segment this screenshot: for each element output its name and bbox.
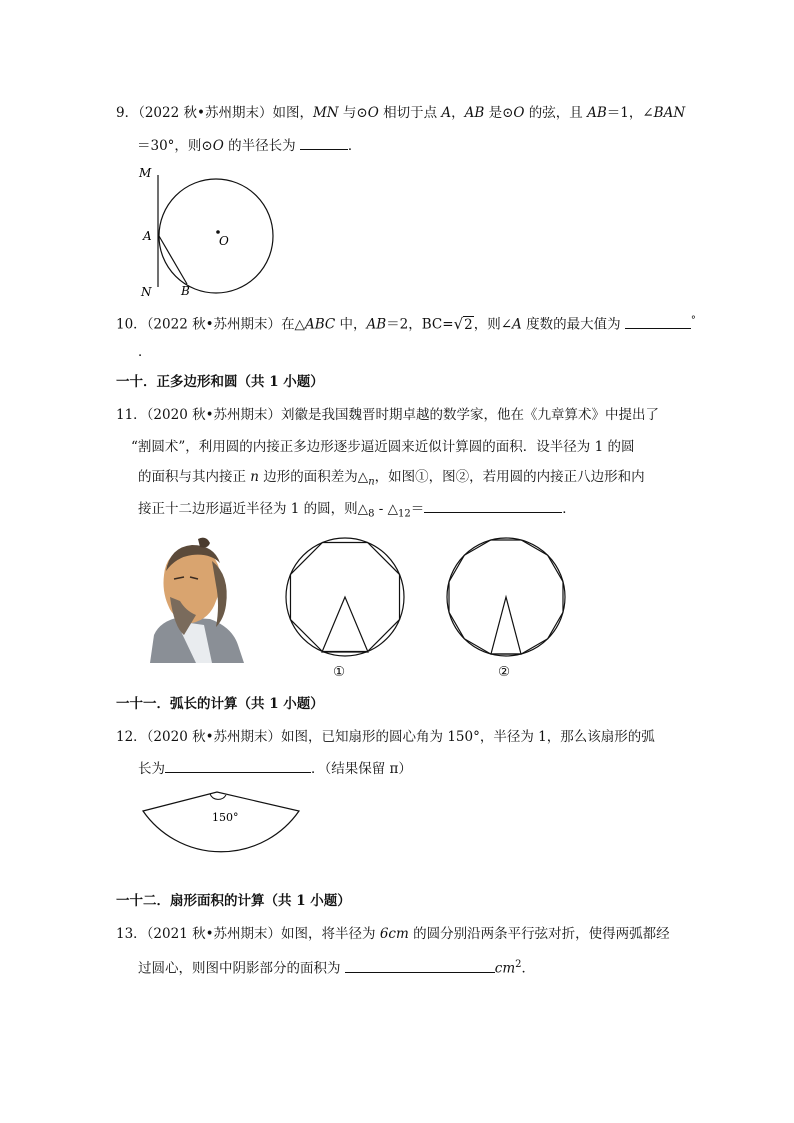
q9-text: 相切于点 <box>378 105 442 121</box>
section-heading-regular-polygon: 一十．正多边形和圆（共 1 小题） <box>116 374 324 390</box>
q12-line-1: 12．（2020 秋•苏州期末）如图，已知扇形的圆心角为 150°，半径为 1，那么该扇形的弧 <box>116 729 655 745</box>
q9-var-ab: AB <box>464 105 485 121</box>
q11-var-n: n <box>250 469 259 485</box>
q13-answer-blank[interactable] <box>345 958 495 973</box>
q9-number: 9． <box>116 105 139 121</box>
q10-text: ＝2，BC= <box>386 316 454 333</box>
q9-var-o: O <box>367 105 379 121</box>
q11-text: 接正十二边形逼近半径为 1 的圆，则△ <box>138 501 369 517</box>
sector-angle-arc <box>210 794 226 799</box>
q9-var-o: O <box>513 105 525 121</box>
sqrt-symbol: √2 <box>453 314 473 333</box>
figure-dodecagon <box>444 535 568 659</box>
q9-text: ． <box>347 138 362 154</box>
q10-period: ． <box>138 344 152 360</box>
figure-octagon <box>283 535 407 659</box>
q9-text: ＝30°，则⊙ <box>137 138 213 154</box>
q12-answer-blank[interactable] <box>165 758 311 773</box>
q11-line-4 <box>138 498 576 525</box>
q11-line-2: “割圆术”，利用圆的内接正多边形逐步逼近圆来近似计算圆的面积．设半径为 1 的圆 <box>131 439 635 455</box>
q9-text: ， <box>451 105 465 121</box>
q11-text: 的面积与其内接正 <box>138 469 251 485</box>
q10-var-ab: AB <box>366 316 387 333</box>
q13-text: ． <box>521 960 536 977</box>
q11-text: ． <box>562 501 576 517</box>
q10-var-abc: ABC <box>304 316 336 333</box>
q11-text: ＝ <box>410 501 425 517</box>
figure-2-caption: ② <box>498 664 511 680</box>
q10-text: 在△ <box>281 316 305 333</box>
q11-sub-n: n <box>368 476 375 488</box>
q13-unit: cm <box>494 960 516 977</box>
q9-text: 与⊙ <box>338 105 368 121</box>
q9-var-o: O <box>212 138 224 154</box>
q11-text: 边形的面积差为△ <box>259 469 369 485</box>
q11-line-1: 11．（2020 秋•苏州期末）刘徽是我国魏晋时期卓越的数学家，他在《九章算术》中提出了 <box>116 407 660 423</box>
q9-var-ban: BAN <box>653 105 686 121</box>
octagon-triangle <box>322 597 368 652</box>
q11-line-3 <box>138 467 645 493</box>
label-n: N <box>141 285 152 299</box>
q13-radius: 6cm <box>379 926 409 942</box>
q10-number: 10． <box>116 316 147 333</box>
q13-text: 13．（2021 秋•苏州期末）如图，将半径为 <box>116 926 380 942</box>
q9-figure <box>135 163 295 298</box>
q9-text: 的弦，且 <box>524 105 588 121</box>
q10-text: ，则∠ <box>473 316 513 333</box>
q9-var-a: A <box>441 105 452 121</box>
sqrt-radicand: 2 <box>464 316 473 333</box>
label-m: M <box>139 166 152 180</box>
sector-angle-label: 150° <box>212 811 239 824</box>
q10-degree: ° <box>690 315 696 326</box>
q10-text: 中， <box>335 316 367 333</box>
label-b: B <box>181 284 190 298</box>
q10-line-2 <box>138 342 152 362</box>
q9-line-2 <box>137 135 361 156</box>
label-a: A <box>143 229 152 243</box>
q10-text: 度数的最大值为 <box>521 316 625 333</box>
q9-answer-blank[interactable] <box>300 135 348 150</box>
q11-answer-blank[interactable] <box>424 498 562 513</box>
q10-answer-blank[interactable] <box>625 314 691 329</box>
q10-source: （2022 秋•苏州期末） <box>146 316 282 333</box>
q10-var-a: A <box>512 316 522 333</box>
q11-text: - △ <box>374 501 398 517</box>
q9-line-1 <box>116 103 685 123</box>
q9-var-mn: MN <box>312 105 339 121</box>
q11-sub-12: 12 <box>397 508 411 520</box>
q12-text: 长为 <box>138 761 165 777</box>
q9-source: （2022 秋•苏州期末） <box>138 105 273 121</box>
q13-text: 过圆心，则图中阴影部分的面积为 <box>138 960 345 977</box>
q9-text: 的半径长为 <box>223 138 300 154</box>
q9-var-ab: AB <box>587 105 607 121</box>
q12-text: ．（结果保留 π） <box>311 761 412 777</box>
q12-line-2 <box>138 758 412 779</box>
q10-line-1 <box>116 311 696 335</box>
q11-sub-8: 8 <box>368 508 375 520</box>
label-o: O <box>219 234 229 248</box>
dodecagon-triangle <box>491 597 521 654</box>
q11-text: ，如图①，图②，若用圆的内接正八边形和内 <box>374 469 645 485</box>
q13-line-2 <box>138 955 535 979</box>
section-heading-arc-length: 一十一．弧长的计算（共 1 小题） <box>116 696 324 712</box>
circle-o <box>159 179 273 293</box>
chord-ab <box>159 236 187 284</box>
q13-line-1 <box>116 924 670 944</box>
q13-unit-exponent: 2 <box>515 959 522 970</box>
section-heading-sector-area: 一十二．扇形面积的计算（共 1 小题） <box>116 893 351 909</box>
sector-figure <box>138 792 308 882</box>
q9-text: ＝1，∠ <box>606 105 654 121</box>
q9-text: 如图， <box>272 105 313 121</box>
q13-text: 的圆分别沿两条平行弦对折，使得两弧都经 <box>408 926 670 942</box>
figure-1-caption: ① <box>333 664 346 680</box>
q9-text: 是⊙ <box>484 105 514 121</box>
liu-hui-portrait <box>140 535 244 663</box>
